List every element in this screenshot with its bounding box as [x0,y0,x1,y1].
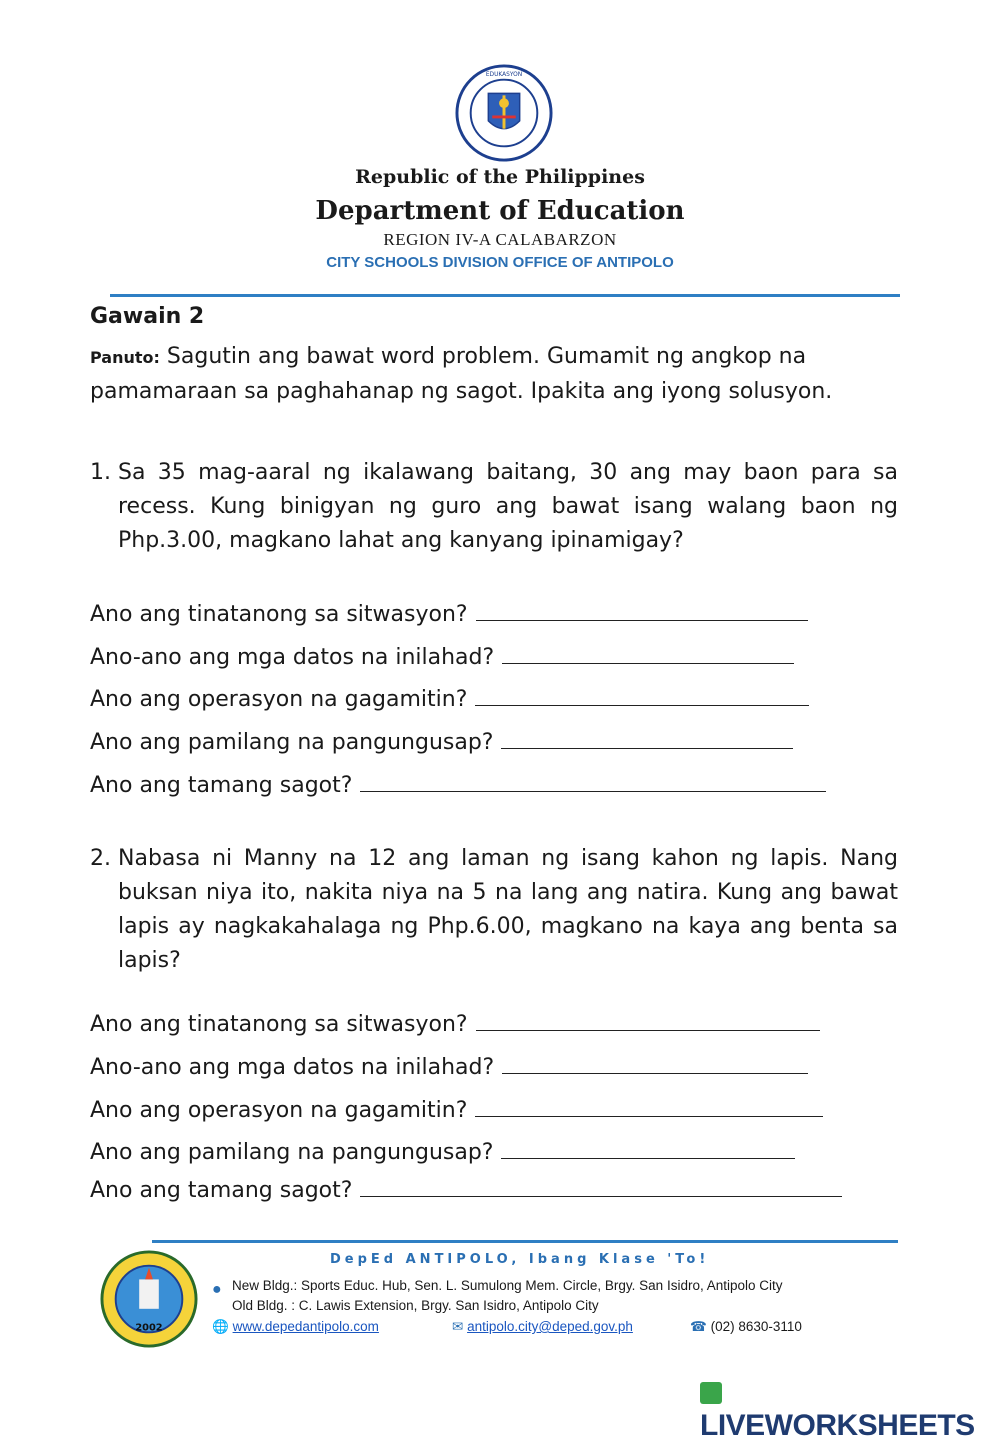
question-row [90,687,809,712]
question-label: Ano-ano ang mga datos na inilahad? [90,1055,495,1080]
header-divider [110,294,900,297]
answer-blank[interactable] [476,602,808,621]
question-label: Ano ang pamilang na pangungusap? [90,730,494,755]
question-row [90,602,808,627]
answer-blank[interactable] [502,645,794,664]
answer-blank[interactable] [360,773,826,792]
phone-row [690,1319,802,1335]
email-link[interactable]: antipolo.city@deped.gov.ph [467,1319,633,1334]
activity-title: Gawain 2 [90,304,205,329]
answer-blank[interactable] [475,687,809,706]
question-label: Ano ang operasyon na gagamitin? [90,1098,468,1123]
question-row [90,773,826,798]
question-row [90,1178,842,1203]
question-label: Ano ang pamilang na pangungusap? [90,1140,494,1165]
question-label: Ano ang tamang sagot? [90,1178,353,1203]
phone-icon: ☎ [690,1319,707,1334]
location-pin-icon: ● [212,1281,222,1298]
svg-text:EDUKASYON: EDUKASYON [485,71,523,78]
problem-number: 2. [90,846,111,871]
region-heading: REGION IV-A CALABARZON [383,230,617,249]
question-row [90,1055,808,1080]
question-row [90,1140,795,1165]
question-label: Ano ang tamang sagot? [90,773,353,798]
republic-heading: Republic of the Philippines [355,166,645,188]
globe-icon: 🌐 [212,1319,229,1334]
email-row [452,1319,633,1335]
question-row [90,730,793,755]
problem-number: 1. [90,460,111,485]
question-label: Ano ang tinatanong sa sitwasyon? [90,1012,468,1037]
answer-blank[interactable] [475,1098,823,1117]
answer-blank[interactable] [502,1055,808,1074]
footer-divider [152,1240,898,1243]
mail-icon: ✉ [452,1319,464,1334]
website-row [212,1319,379,1335]
answer-blank[interactable] [501,730,793,749]
problem-1 [90,456,898,558]
question-row [90,1098,823,1123]
footer-tagline: DepEd ANTIPOLO, Ibang Klase 'To! [330,1252,710,1267]
problem-2 [90,842,898,978]
answer-blank[interactable] [476,1012,820,1031]
phone-number: (02) 8630-3110 [710,1319,802,1334]
liveworksheets-logo-icon [700,1382,722,1404]
department-heading: Department of Education [315,196,685,226]
question-row [90,645,794,670]
deped-seal-icon [455,64,553,162]
new-building-address: ● New Bldg.: Sports Educ. Hub, Sen. L. Sumulong Mem. Circle, Brgy. San Isidro, Antipolo City [212,1278,783,1298]
problem-text: Nabasa ni Manny na 12 ang laman ng isang kahon ng lapis. Nang buksan niya ito, nakita niya na 5 na lang ang natira. Kung ang bawat lapis ay nagkakahalaga ng Php.6.00, magkano na kaya ang benta sa lapis? [118,846,898,973]
instruction-text: Sagutin ang bawat word problem. Gumamit ng angkop na pamamaraan sa paghahanap ng sagot. Ipakita ang iyong solusyon. [90,344,833,404]
instruction-label: Panuto: [90,348,160,367]
question-label: Ano-ano ang mga datos na inilahad? [90,645,495,670]
division-logo-icon [100,1250,198,1348]
question-label: Ano ang operasyon na gagamitin? [90,687,468,712]
question-label: Ano ang tinatanong sa sitwasyon? [90,602,468,627]
logo-year: 2002 [135,1322,163,1334]
answer-blank[interactable] [501,1140,795,1159]
question-row [90,1012,820,1037]
division-heading: CITY SCHOOLS DIVISION OFFICE OF ANTIPOLO [326,254,674,271]
old-building-address: Old Bldg. : C. Lawis Extension, Brgy. San Isidro, Antipolo City [232,1298,599,1313]
problem-text: Sa 35 mag-aaral ng ikalawang baitang, 30 ang may baon para sa recess. Kung binigyan ng guro ang bawat isang walang baon ng Php.3.00, magkano lahat ang kanyang ipinamigay? [118,460,898,553]
answer-blank[interactable] [360,1178,842,1197]
website-link[interactable]: www.depedantipolo.com [232,1319,379,1334]
instructions [90,340,910,409]
liveworksheets-watermark: LIVEWORKSHEETS [700,1375,1000,1443]
